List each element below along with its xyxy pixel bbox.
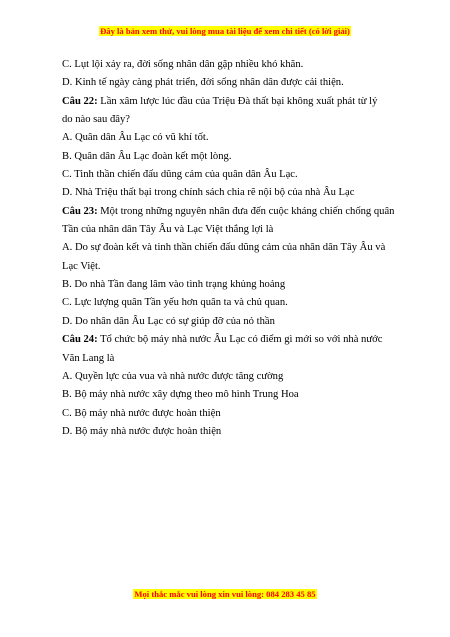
- text-line: [62, 239, 414, 257]
- contact-text: Mọi thắc mắc vui lòng xin vui lòng: 084 283 45 85: [134, 589, 316, 599]
- line-text: B. Quân dân Âu Lạc đoàn kết một lòng.: [62, 150, 232, 162]
- question-line: [62, 93, 414, 111]
- text-line: [62, 166, 414, 184]
- text-line: [62, 129, 414, 147]
- text-line: [62, 276, 414, 294]
- line-text: C. Lụt lội xảy ra, đời sống nhân dân gặp nhiều khó khăn.: [62, 59, 304, 70]
- text-line: [62, 111, 414, 129]
- line-text: C. Bộ máy nhà nước được hoàn thiện: [62, 407, 221, 419]
- text-line: [62, 258, 414, 276]
- text-line: [62, 56, 414, 74]
- line-text: C. Tinh thần chiến đấu dũng cảm của quân dân Âu Lạc.: [62, 169, 298, 181]
- line-text: Lạc Việt.: [62, 260, 101, 272]
- line-text: Một trong những nguyên nhân đưa đến cuộc kháng chiến chống quân: [97, 205, 395, 217]
- line-text: Văn Lang là: [62, 352, 115, 364]
- line-text: B. Bộ máy nhà nước xây dựng theo mô hình Trung Hoa: [62, 389, 299, 401]
- line-text: A. Do sự đoàn kết và tinh thần chiến đấu dũng cảm của nhân dân Tây Âu và: [62, 242, 386, 254]
- preview-notice-banner: [0, 25, 450, 37]
- line-text: D. Do nhân dân Âu Lạc có sự giúp đỡ của nỏ thần: [62, 315, 275, 327]
- question-number: Câu 24:: [62, 334, 98, 346]
- question-number: Câu 22:: [62, 95, 98, 107]
- text-line: [62, 294, 414, 312]
- text-line: [62, 148, 414, 166]
- line-text: D. Nhà Triệu thất bại trong chính sách chia rẽ nội bộ của nhà Âu Lạc: [62, 187, 355, 199]
- text-line: [62, 405, 414, 423]
- line-text: Lần xâm lược lúc đầu của Triệu Đà thất bại không xuất phát từ lý: [97, 95, 378, 107]
- question-line: [62, 331, 414, 349]
- text-line: [62, 368, 414, 386]
- line-text: A. Quân dân Âu Lạc có vũ khí tốt.: [62, 132, 209, 144]
- text-line: [62, 423, 414, 441]
- line-text: B. Do nhà Tần đang lâm vào tình trạng khủng hoảng: [62, 279, 286, 291]
- line-text: Tổ chức bộ máy nhà nước Âu Lạc có điểm gì mới so với nhà nước: [97, 334, 383, 346]
- line-text: Tần của nhân dân Tây Âu và Lạc Việt thắng lợi là: [62, 224, 274, 236]
- line-text: A. Quyền lực của vua và nhà nước được tăng cường: [62, 370, 284, 382]
- question-number: Câu 23:: [62, 205, 98, 217]
- contact-banner: [0, 588, 450, 600]
- line-text: D. Kinh tế ngày càng phát triển, đời sống nhân dân được cải thiện.: [62, 77, 344, 89]
- text-line: [62, 386, 414, 404]
- text-line: [62, 74, 414, 92]
- text-line: [62, 184, 414, 202]
- line-text: D. Bộ máy nhà nước được hoàn thiện: [62, 425, 222, 437]
- line-text: do nào sau đây?: [62, 114, 130, 126]
- document-body: [62, 56, 414, 441]
- question-line: [62, 203, 414, 221]
- text-line: [62, 221, 414, 239]
- preview-notice-text: Đây là bản xem thử, vui lòng mua tài liệu để xem chi tiết (có lời giải): [100, 26, 350, 36]
- line-text: C. Lực lượng quân Tần yếu hơn quân ta và chủ quan.: [62, 297, 288, 309]
- text-line: [62, 313, 414, 331]
- text-line: [62, 350, 414, 368]
